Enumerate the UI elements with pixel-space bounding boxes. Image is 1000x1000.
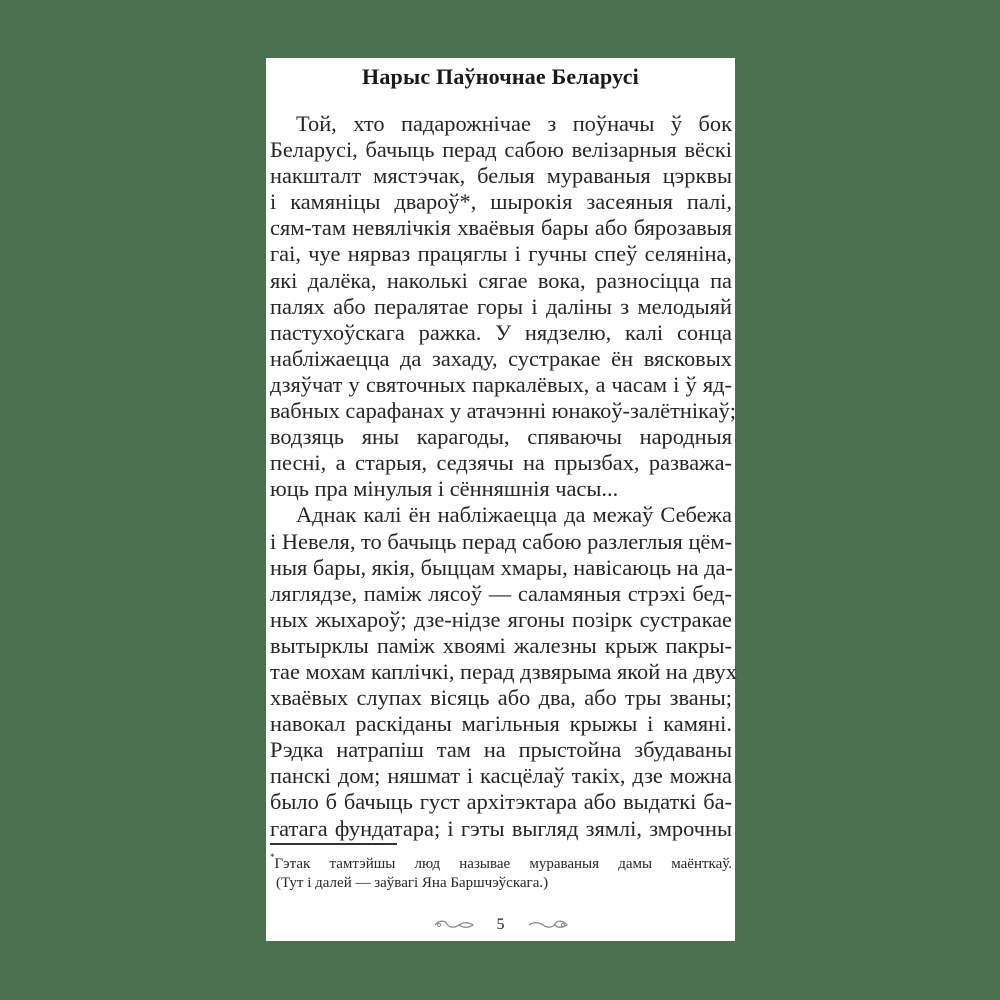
text-line: гаі, чуе нярваз працяглы і гучны спеў селяніна, bbox=[270, 241, 732, 267]
text-line: ляглядзе, паміж лясоў — саламяныя стрэхі бед- bbox=[270, 580, 732, 606]
text-line: песні, а старыя, седзячы на прызбах, разважа- bbox=[270, 450, 732, 476]
footnote bbox=[270, 848, 732, 893]
text-line: які далёка, наколькі сягае вока, разносіцца па bbox=[270, 267, 732, 293]
text-line: і камяніцы двароў*, шырокія засеяныя палі, bbox=[270, 189, 732, 215]
footnote-marker: * bbox=[270, 852, 275, 862]
text-line: навокал раскіданы магільныя крыжы і камяні. bbox=[270, 711, 732, 737]
text-line: ных жыхароў; дзе-нідзе ягоны позірк сустракае bbox=[270, 606, 732, 632]
text-line: пастухоўскага ражка. У нядзелю, калі сонца bbox=[270, 319, 732, 345]
text-line: Беларусі, бачыць перад сабою велізарныя вёскі bbox=[270, 137, 732, 163]
text-line: было б бачыць густ архітэктара або выдаткі ба- bbox=[270, 789, 732, 815]
text-line: юць пра мінулыя і сённяшнія часы... bbox=[270, 476, 619, 502]
text-line: панскі дом; няшмат і касцёлаў такіх, дзе можна bbox=[270, 763, 732, 789]
text-line: дзяўчат у святочных паркалёвых, а часам і ў яд- bbox=[270, 371, 732, 397]
page-number: 5 bbox=[496, 916, 505, 933]
text-line: палях або пералятае горы і даліны з мелодыяй bbox=[270, 293, 732, 319]
text-line: Аднак калі ён набліжаецца да межаў Себежа bbox=[296, 502, 732, 528]
text-line: і Невеля, то бачыць перад сабою разлеглыя цём- bbox=[270, 528, 732, 554]
footnote-text-1: Гэтак тамтэйшы люд называе мураваныя дамы маёнткаў. bbox=[274, 856, 732, 872]
text-line: Рэдка натрапіш там на прыстойна збудаваны bbox=[270, 737, 732, 763]
footnote-line bbox=[270, 848, 732, 874]
text-line: сям-там невялічкія хваёвыя бары або бярозавыя bbox=[270, 215, 732, 241]
text-line: набліжаецца да захаду, сустракае ён вясковых bbox=[270, 345, 732, 371]
text-line: накшталт мястэчак, белыя мураваныя цэрквы bbox=[270, 163, 732, 189]
text-line: гатага фундатара; і гэты выгляд зямлі, змрочны bbox=[270, 815, 732, 841]
body-text bbox=[270, 111, 737, 842]
page-title: Нарыс Паўночнае Беларусі bbox=[362, 64, 639, 89]
footnote-divider bbox=[270, 843, 397, 845]
text-line: водзяць яны карагоды, спяваючы народныя bbox=[270, 424, 732, 450]
text-line: вытырклы паміж хвоямі жалезны крыж пакры- bbox=[270, 632, 732, 658]
footnote-text-2: (Тут і далей — заўвагі Яна Баршчэўскага.) bbox=[276, 875, 549, 891]
text-line: ныя бары, якія, быццам хмары, навісаюць на да- bbox=[270, 554, 733, 580]
page-footer bbox=[266, 916, 735, 934]
text-line: хваёвых слупах вісяць або два, або тры званы; bbox=[270, 685, 732, 711]
text-line: Той, хто падарожнічае з поўначы ў бок bbox=[296, 111, 732, 136]
text-line: тае мохам каплічкі, перад дзвярыма якой на двух bbox=[270, 658, 737, 684]
flourish-right-icon bbox=[527, 919, 569, 931]
flourish-left-icon bbox=[433, 919, 475, 931]
book-page bbox=[266, 58, 735, 941]
text-line: вабных сарафанах у атачэнні юнакоў-залётнікаў; bbox=[270, 398, 736, 424]
